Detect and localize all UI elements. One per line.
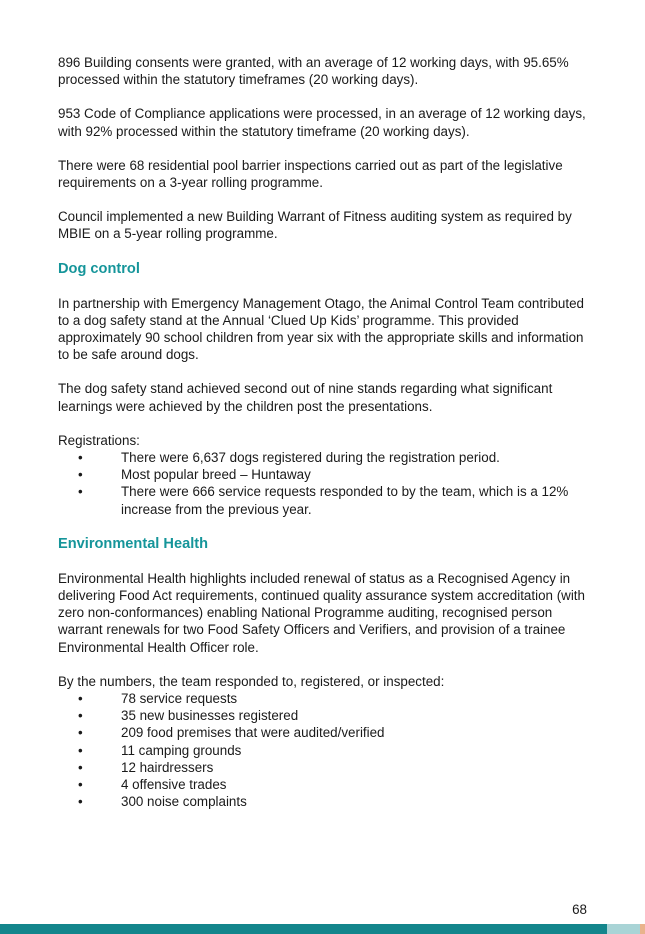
footer-color-bar (0, 924, 645, 934)
list-item (58, 466, 598, 483)
footer-bar-main-segment (0, 924, 607, 934)
list-item-text: There were 666 service requests responded to by the team, which is a 12% increase from the previous year. (121, 484, 569, 517)
building-consents-paragraph: 896 Building consents were granted, with an average of 12 working days, with 95.65% processed within the statutory timeframes (20 working days). (58, 55, 569, 88)
list-item (58, 759, 598, 776)
list-item (58, 742, 598, 759)
by-the-numbers-label: By the numbers, the team responded to, registered, or inspected: (58, 673, 445, 689)
dog-control-paragraph-1: In partnership with Emergency Management Otago, the Animal Control Team contributed to a dog safety stand at the Annual ‘Clued Up Kids’ programme. This provided approximately 90 school children from year six with the appropriate skills and information to be safe around dogs. (58, 295, 584, 363)
bullet-icon: • (78, 708, 83, 724)
bullet-icon: • (78, 725, 83, 741)
bullet-icon: • (78, 691, 83, 707)
list-item-text: Most popular breed – Huntaway (121, 467, 311, 483)
bullet-icon: • (78, 794, 83, 810)
list-item-text: There were 6,637 dogs registered during the registration period. (121, 450, 500, 466)
list-item-text: 78 service requests (121, 691, 238, 707)
environmental-health-heading: Environmental Health (58, 535, 209, 552)
bullet-icon: • (78, 759, 83, 775)
bullet-icon: • (78, 484, 83, 500)
bullet-icon: • (78, 777, 83, 793)
list-item-text: 4 offensive trades (121, 777, 227, 793)
registrations-label: Registrations: (58, 432, 140, 448)
list-item-text: 12 hairdressers (121, 759, 214, 775)
page-number: 68 (572, 902, 587, 917)
by-the-numbers-list (58, 690, 598, 810)
bullet-icon: • (78, 467, 83, 483)
list-item (58, 793, 598, 810)
list-item (58, 724, 598, 741)
list-item-text: 11 camping grounds (121, 742, 242, 758)
list-item (58, 449, 598, 466)
list-item (58, 690, 598, 707)
bullet-icon: • (78, 450, 83, 466)
list-item (58, 776, 598, 793)
code-of-compliance-paragraph: 953 Code of Compliance applications were processed, in an average of 12 working days, with 92% processed within the statutory timeframe (20 working days). (58, 106, 586, 139)
list-item (58, 707, 598, 724)
dog-control-paragraph-2: The dog safety stand achieved second out of nine stands regarding what significant learnings were achieved by the children post the presentations. (58, 381, 553, 414)
list-item-text: 300 noise complaints (121, 794, 247, 810)
environmental-health-paragraph: Environmental Health highlights included renewal of status as a Recognised Agency in delivering Food Act requirements, continued quality assurance system accreditation (with zero non-conformances) enabling National Programme auditing, recognised person warrant renewals for two Food Safety Officers and Verifiers, and provision of a trainee Environmental Health Officer role. (58, 570, 585, 655)
registrations-list (58, 449, 598, 518)
footer-bar-light-segment (607, 924, 640, 934)
list-item (58, 483, 598, 517)
pool-barrier-paragraph: There were 68 residential pool barrier inspections carried out as part of the legislative requirements on a 3-year rolling programme. (58, 157, 563, 191)
warrant-of-fitness-paragraph: Council implemented a new Building Warrant of Fitness auditing system as required by MBIE on a 5-year rolling programme. (58, 209, 572, 242)
page-content (58, 54, 598, 828)
footer-bar-accent-segment (640, 924, 645, 934)
list-item-text: 35 new businesses registered (121, 708, 299, 724)
dog-control-heading: Dog control (58, 260, 140, 277)
list-item-text: 209 food premises that were audited/verified (121, 725, 385, 741)
bullet-icon: • (78, 742, 83, 758)
